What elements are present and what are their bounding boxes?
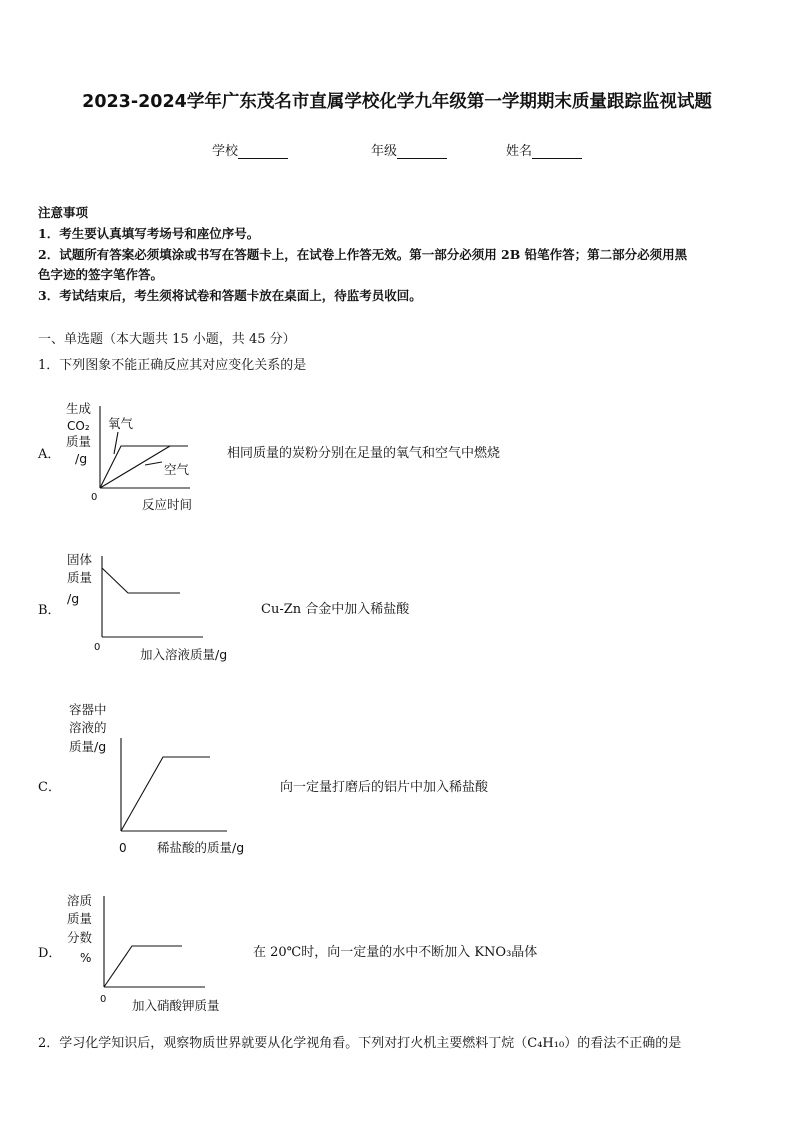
graph-a-origin: 0 (91, 492, 98, 503)
graph-b-curve (102, 568, 180, 593)
page-title: 2023-2024学年广东茂名市直属学校化学九年级第一学期期末质量跟踪监视试题 (82, 92, 712, 112)
graph-d-curve (104, 946, 182, 987)
note-item: 3．考试结束后，考生须将试卷和答题卡放在桌面上，待监考员收回。 (38, 288, 422, 303)
option-a-label: A． (38, 447, 61, 462)
graph-a-ylabel: 质量 (66, 434, 92, 449)
graph-c-xlabel: 稀盐酸的质量/g (157, 840, 245, 855)
graph-b (60, 548, 250, 668)
name-label: 姓名 (506, 144, 533, 159)
graph-d-ylabel: 质量 (67, 911, 93, 926)
graph-a-oxygen-label: 氧气 (108, 416, 134, 431)
graph-b-ylabel: 固体 (67, 552, 93, 567)
graph-b-origin: 0 (94, 642, 101, 653)
graph-d-ylabel: % (80, 951, 92, 965)
school-blank (238, 145, 288, 159)
name-field (506, 140, 582, 159)
notes-heading: 注意事项 (38, 205, 89, 220)
graph-a (60, 398, 210, 518)
option-b-label: B． (38, 603, 61, 618)
graph-b-ylabel: /g (67, 591, 80, 606)
section-heading: 一、单选题（本大题共 15 小题，共 45 分） (38, 332, 296, 347)
graph-d-ylabel: 分数 (67, 930, 93, 945)
note-item: 2．试题所有答案必须填涂或书写在答题卡上，在试卷上作答无效。第一部分必须用 2B 铅笔作答；第二部分必须用黑 (38, 247, 688, 262)
note-item: 色字迹的签字笔作答。 (38, 267, 164, 282)
option-c-description: 向一定量打磨后的铝片中加入稀盐酸 (280, 780, 489, 795)
graph-b-ylabel: 质量 (67, 570, 93, 585)
name-blank (532, 145, 582, 159)
grade-label: 年级 (371, 144, 398, 159)
graph-c (60, 698, 280, 863)
graph-c-ylabel: 溶液的 (69, 720, 107, 735)
graph-d-ylabel: 溶质 (67, 893, 93, 908)
graph-c-ylabel: 质量/g (69, 739, 107, 754)
option-a-description: 相同质量的炭粉分别在足量的氧气和空气中燃烧 (227, 446, 501, 461)
option-d-description: 在 20℃时，向一定量的水中不断加入 KNO₃晶体 (253, 945, 538, 960)
graph-a-ylabel: 生成 (66, 401, 92, 416)
option-d-label: D． (38, 946, 62, 961)
option-b-description: Cu-Zn 合金中加入稀盐酸 (261, 602, 410, 617)
grade-blank (397, 145, 447, 159)
graph-a-ylabel: CO₂ (67, 419, 90, 433)
graph-d-xlabel: 加入硝酸钾质量 (132, 998, 220, 1013)
option-c-label: C． (38, 780, 61, 795)
graph-c-curve (121, 757, 210, 831)
note-item: 1．考生要认真填写考场号和座位序号。 (38, 226, 260, 241)
graph-a-ylabel: /g (75, 451, 88, 466)
graph-a-xlabel: 反应时间 (142, 497, 193, 512)
graph-d-origin: 0 (100, 994, 107, 1005)
graph-d (60, 890, 260, 1018)
graph-b-xlabel: 加入溶液质量/g (140, 647, 228, 662)
school-label: 学校 (212, 144, 239, 159)
question-1-stem: 1．下列图象不能正确反应其对应变化关系的是 (38, 358, 307, 373)
question-2-stem: 2．学习化学知识后，观察物质世界就要从化学视角看。下列对打火机主要燃料丁烷（C₄H₁₀）的看法不正确的是 (38, 1036, 682, 1051)
graph-a-oxygen-pointer (114, 432, 118, 454)
school-field (212, 140, 288, 159)
graph-a-air-pointer (145, 462, 162, 465)
graph-c-origin: 0 (119, 841, 127, 855)
graph-c-ylabel: 容器中 (69, 702, 107, 717)
grade-field (371, 140, 447, 159)
graph-a-air-label: 空气 (164, 462, 190, 477)
